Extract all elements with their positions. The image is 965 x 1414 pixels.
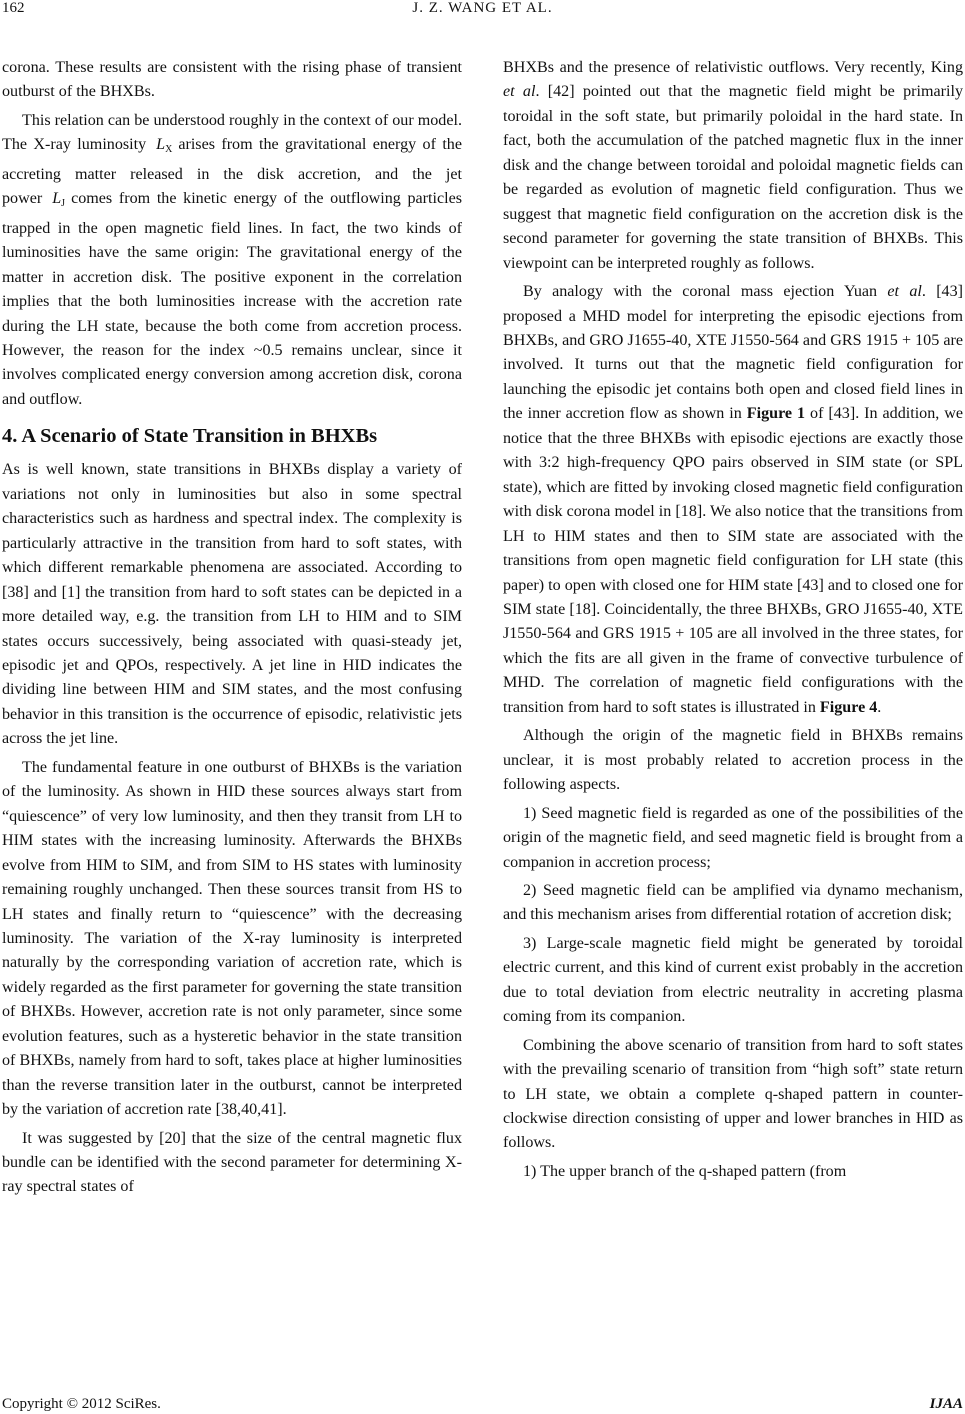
paragraph: Although the origin of the magnetic field in BHXBs remains unclear, it is most probably related to accretion process in the following aspects. bbox=[503, 727, 963, 794]
paragraph: It was suggested by [20] that the size of the central magnetic flux bundle can be identified with the second parameter for determining X-ray spectral states of bbox=[2, 1129, 462, 1196]
right-column bbox=[503, 56, 963, 1184]
journal-abbreviation: IJAA bbox=[929, 1396, 963, 1412]
section-heading: 4. A Scenario of State Transition in BHXBs bbox=[2, 425, 378, 448]
page-header bbox=[0, 0, 965, 28]
page-number: 162 bbox=[2, 0, 25, 16]
paragraph: As is well known, state transitions in BHXBs display a variety of variations not only in luminosities but also in some spectral characteristics such as hardness and spectral index. The complexity is particularly attractive in the transition from hard to soft states, with which different remarkable phenomena are associated. According to [38] and [1] the transition from hard to soft states can be depicted in a more detailed way, e.g. the transition from LH to HIM and to SIM states occurs successively, being associated with quasi-steady jet, episodic jet and QPOs, respectively. A jet line in HID indicates the dividing line between HIM and SIM states, and the most confusing behavior in this transition is the occurrence of episodic, relativistic jets across the jet line. bbox=[2, 461, 462, 748]
lj-symbol: $L_J$ bbox=[52, 190, 66, 210]
paragraph: By analogy with the coronal mass ejection Yuan et al. [43] proposed a MHD model for interpreting the episodic ejections from BHXBs, and GRO J1655-40, XTE J1550-564 and GRS 1915 + 105 are involved. It turns out that the magnetic field configuration for launching the episodic jet contains both open and closed field lines in the inner accretion flow as shown in Figure 1 of [43]. In addition, we notice that the three BHXBs with episodic ejections are exactly those with 3:2 high-frequency QPO pairs observed in SIM state (or SPL state), which are fitted by invoking closed magnetic field configuration with disk corona model in [18]. We also notice that the transitions from LH to HIM states and then to SIM state are associated with the transitions from open magnetic field configuration for LH state (this paper) to open with closed one for HIM state [43] and to closed one for SIM state [18]. Coincidentally, the three BHXBs, GRO J1655-40, XTE J1550-564 and GRS 1915 + 105 are all involved in the three states, for which the fits are all given in the frame of convective turbulence of MHD. The correlation of magnetic field configurations with the transition from hard to soft states is illustrated in Figure 4. bbox=[503, 283, 964, 716]
figure-reference: Figure 4 bbox=[819, 698, 878, 716]
paragraph: This relation can be understood roughly in the context of our model. The X-ray luminosity $L_X$ arises from the gravitational energy of the accreting matter released in the disk accretion, and the jet power $L_J$ comes from the kinetic energy of the outflowing particles trapped in the open magnetic field lines. In fact, the two kinds of luminosities have the same origin: The gravitational energy of the matter in accretion disk. The positive exponent in the correlation implies that the both luminosities increase with the accretion rate during the LH state, because the both come from accretion process. However, the reason for the index ~0.5 remains unclear, since it involves complicated energy conversion among accretion disk, corona and outflow. bbox=[2, 111, 462, 408]
list-item: 1) Seed magnetic field is regarded as one of the possibilities of the origin of the magnetic field, and seed magnetic field is brought from a companion in accretion process; bbox=[503, 804, 963, 871]
paragraph: The fundamental feature in one outburst of BHXBs is the variation of the luminosity. As shown in HID these sources always start from “quiescence” of very low luminosity, and then they transit from LH to HIM states with the increasing luminosity. Afterwards the BHXBs evolve from HIM to SIM, and from SIM to HS states with luminosity remaining roughly unchanged. Then these sources transit from HS to LH states and finally return to “quiescence” with the decreasing luminosity. The variation of the X-ray luminosity is interpreted naturally by the corresponding variation of accretion rate, which is widely regarded as the first parameter for governing the state transition of BHXBs. However, accretion rate is not only parameter, since some evolution features, such as a hysteretic behavior in the state transition of BHXBs, namely from hard to soft, takes place at higher luminosities than the reverse transition later in the outburst, cannot be interpreted by the variation of accretion rate [38,40,41]. bbox=[2, 758, 462, 1119]
paragraph: BHXBs and the presence of relativistic outflows. Very recently, King et al. [42] pointed out that the magnetic field might be primarily toroidal in the soft state, but primarily poloidal in the hard state. In fact, both the accumulation of the patched magnetic flux in the inner disk and the change between toroidal and poloidal magnetic fields can be regarded as evolution of magnetic field configuration. Thus we suggest that magnetic field configuration on the accretion disk is the second parameter for governing the state transition of BHXBs. This viewpoint can be interpreted roughly as follows. bbox=[503, 59, 964, 272]
paragraph: corona. These results are consistent with the rising phase of transient outburst of the BHXBs. bbox=[2, 59, 462, 101]
copyright: Copyright © 2012 SciRes. bbox=[2, 1396, 161, 1412]
list-item: 2) Seed magnetic field can be amplified via dynamo mechanism, and this mechanism arises from differential rotation of accretion disk; bbox=[503, 881, 963, 924]
lx-symbol: $L_X$ bbox=[156, 136, 173, 156]
running-title: J. Z. WANG ET AL. bbox=[412, 0, 553, 16]
list-item: 1) The upper branch of the q-shaped pattern (from bbox=[523, 1162, 847, 1180]
left-column bbox=[2, 56, 462, 1200]
paragraph: Combining the above scenario of transition from hard to soft states with the prevailing scenario of transition from “high soft” state return to LH state, we obtain a complete q-shaped pattern in counter-clockwise direction consisting of upper and lower branches in HID as follows. bbox=[503, 1036, 963, 1152]
list-item: 3) Large-scale magnetic field might be generated by toroidal electric current, and this kind of current exist probably in the accretion due to total deviation from electric neutrality in accreting plasma coming from its companion. bbox=[503, 934, 963, 1026]
figure-reference: Figure 1 bbox=[746, 405, 806, 423]
